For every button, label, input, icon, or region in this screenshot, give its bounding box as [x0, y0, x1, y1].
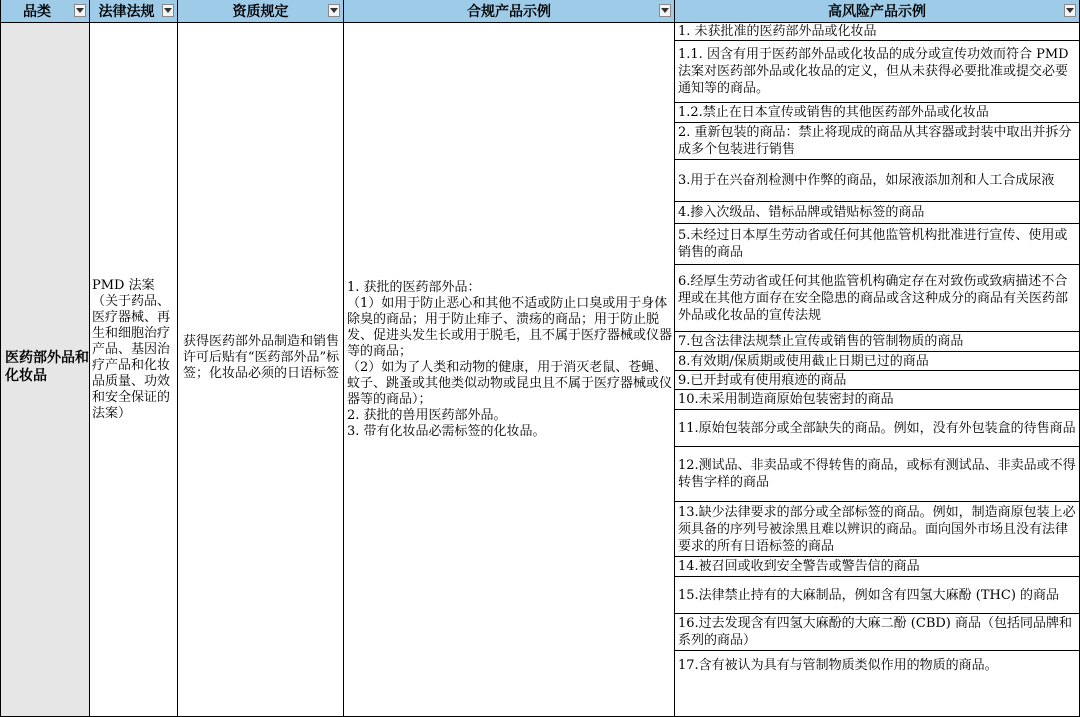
high-risk-item[interactable] [675, 41, 1080, 103]
high-risk-item-text: 13.缺少法律要求的部分或全部标签的商品。例如，制造商原包装上必须具备的序列号被涂黑且难以辨识的商品。面向国外市场且没有法律要求的所有日语标签的商品 [678, 504, 1076, 554]
high-risk-item[interactable] [675, 390, 1080, 410]
high-risk-item[interactable] [675, 577, 1080, 614]
high-risk-item-text: 15.法律禁止持有的大麻制品，例如含有四氢大麻酚 (THC) 的商品 [678, 587, 1060, 603]
high-risk-item[interactable] [675, 160, 1080, 202]
high-risk-item-text: 1.2.禁止在日本宣传或销售的其他医药部外品或化妆品 [678, 105, 989, 120]
header-compliant [344, 0, 675, 23]
high-risk-item[interactable] [675, 352, 1080, 371]
cell-compliant[interactable] [344, 23, 675, 717]
high-risk-item-text: 1. 未获批准的医药部外品或化妆品 [678, 24, 877, 39]
high-risk-item-text: 8.有效期/保质期或使用截止日期已过的商品 [678, 353, 929, 369]
high-risk-item[interactable] [675, 502, 1080, 557]
high-risk-item-text: 16.过去发现含有四氢大麻酚的大麻二酚 (CBD) 商品（包括同品牌和系列的商品） [678, 616, 1073, 648]
qualification-text: 获得医药部外品制造和销售许可后贴有“医药部外品”标签；化妆品必须的日语标签 [182, 334, 340, 381]
filter-dropdown-law[interactable] [162, 4, 174, 17]
header-qualification-label: 资质规定 [232, 4, 289, 20]
high-risk-item-text: 10.未采用制造商原始包装密封的商品 [678, 392, 894, 407]
filter-dropdown-qualification[interactable] [328, 4, 340, 17]
high-risk-item[interactable] [675, 651, 1080, 679]
high-risk-item[interactable] [675, 23, 1080, 41]
high-risk-item-text: 5.未经过日本厚生劳动省或任何其他监管机构批准进行宣传、使用或销售的商品 [678, 228, 1068, 260]
header-qualification [178, 0, 344, 23]
high-risk-item[interactable] [675, 557, 1080, 577]
high-risk-item[interactable] [675, 123, 1080, 160]
high-risk-item-text: 4.掺入次级品、错标品牌或错贴标签的商品 [678, 205, 925, 220]
high-risk-item[interactable] [675, 410, 1080, 447]
high-risk-item[interactable] [675, 447, 1080, 502]
high-risk-item-text: 1.1. 因含有用于医药部外品或化妆品的成分或宣传功效而符合 PMD 法案对医药部外品或化妆品的定义，但从未获得必要批准或提交必要通知等的商品。 [678, 47, 1069, 96]
high-risk-item-text: 11.原始包装部分或全部缺失的商品。例如，没有外包装盒的待售商品 [678, 420, 1076, 436]
filter-dropdown-compliant[interactable] [659, 4, 671, 17]
high-risk-item-text: 3.用于在兴奋剂检测中作弊的商品，如尿液添加剂和人工合成尿液 [678, 173, 1055, 188]
cell-category[interactable] [0, 23, 90, 717]
high-risk-item[interactable] [675, 371, 1080, 390]
category-text: 医药部外品和化妆品 [5, 350, 89, 384]
header-law [90, 0, 178, 23]
high-risk-item[interactable] [675, 103, 1080, 123]
high-risk-item[interactable] [675, 224, 1080, 265]
header-high-risk [675, 0, 1080, 23]
high-risk-item-text: 14.被召回或收到安全警告或警告信的商品 [678, 559, 920, 574]
high-risk-item[interactable] [675, 332, 1080, 352]
high-risk-item-text: 2. 重新包装的商品：禁止将现成的商品从其容器或封装中取出并拆分成多个包装进行销售 [678, 125, 1072, 157]
high-risk-item-text: 9.已开封或有使用痕迹的商品 [678, 372, 847, 388]
high-risk-item-text: 7.包含法律法规禁止宣传或销售的管制物质的商品 [678, 334, 964, 349]
header-category-label: 品类 [23, 4, 51, 20]
high-risk-item[interactable] [675, 202, 1080, 224]
cell-law[interactable] [90, 23, 178, 717]
compliant-text: 1. 获批的医药部外品： （1）如用于防止恶心和其他不适或防止口臭或用于身体除臭的商品；用于防止痱子、溃疡的商品；用于防止脱发、促进头发生长或用于脱毛，且不属于医疗器械或仪器等的商品； （2）如为了人类和动物的健康，用于消灭老鼠、苍蝇、蚊子、跳蚤或其他类似动物或昆虫且不属于医疗器械或仪器等的商品）； 2. 获批的兽用医药部外品。 3. 带有化妆品必需标签的化妆品。 [347, 280, 673, 439]
law-text: PMD 法案（关于药品、医疗器械、再生和细胞治疗产品、基因治疗产品和化妆品质量、功效和安全保证的法案） [92, 278, 171, 421]
header-high-risk-label: 高风险产品示例 [828, 4, 926, 20]
high-risk-item[interactable] [675, 265, 1080, 332]
cell-qualification[interactable] [178, 23, 344, 717]
header-category [0, 0, 90, 23]
high-risk-item[interactable] [675, 614, 1080, 651]
high-risk-item-text: 12.测试品、非卖品或不得转售的商品，或标有测试品、非卖品或不得转售字样的商品 [678, 458, 1076, 490]
header-compliant-label: 合规产品示例 [467, 4, 551, 20]
filter-dropdown-category[interactable] [74, 4, 86, 17]
header-law-label: 法律法规 [98, 4, 155, 20]
high-risk-item-text: 17.含有被认为具有与管制物质类似作用的物质的商品。 [678, 657, 998, 673]
cell-high-risk-column [675, 23, 1080, 717]
filter-dropdown-high-risk[interactable] [1064, 4, 1076, 17]
high-risk-item-text: 6.经厚生劳动省或任何其他监管机构确定存在对致伤或致病描述不合理或在其他方面存在安全隐患的商品或含这种成分的商品有关医药部外品或化妆品的宣传法规 [678, 273, 1069, 323]
